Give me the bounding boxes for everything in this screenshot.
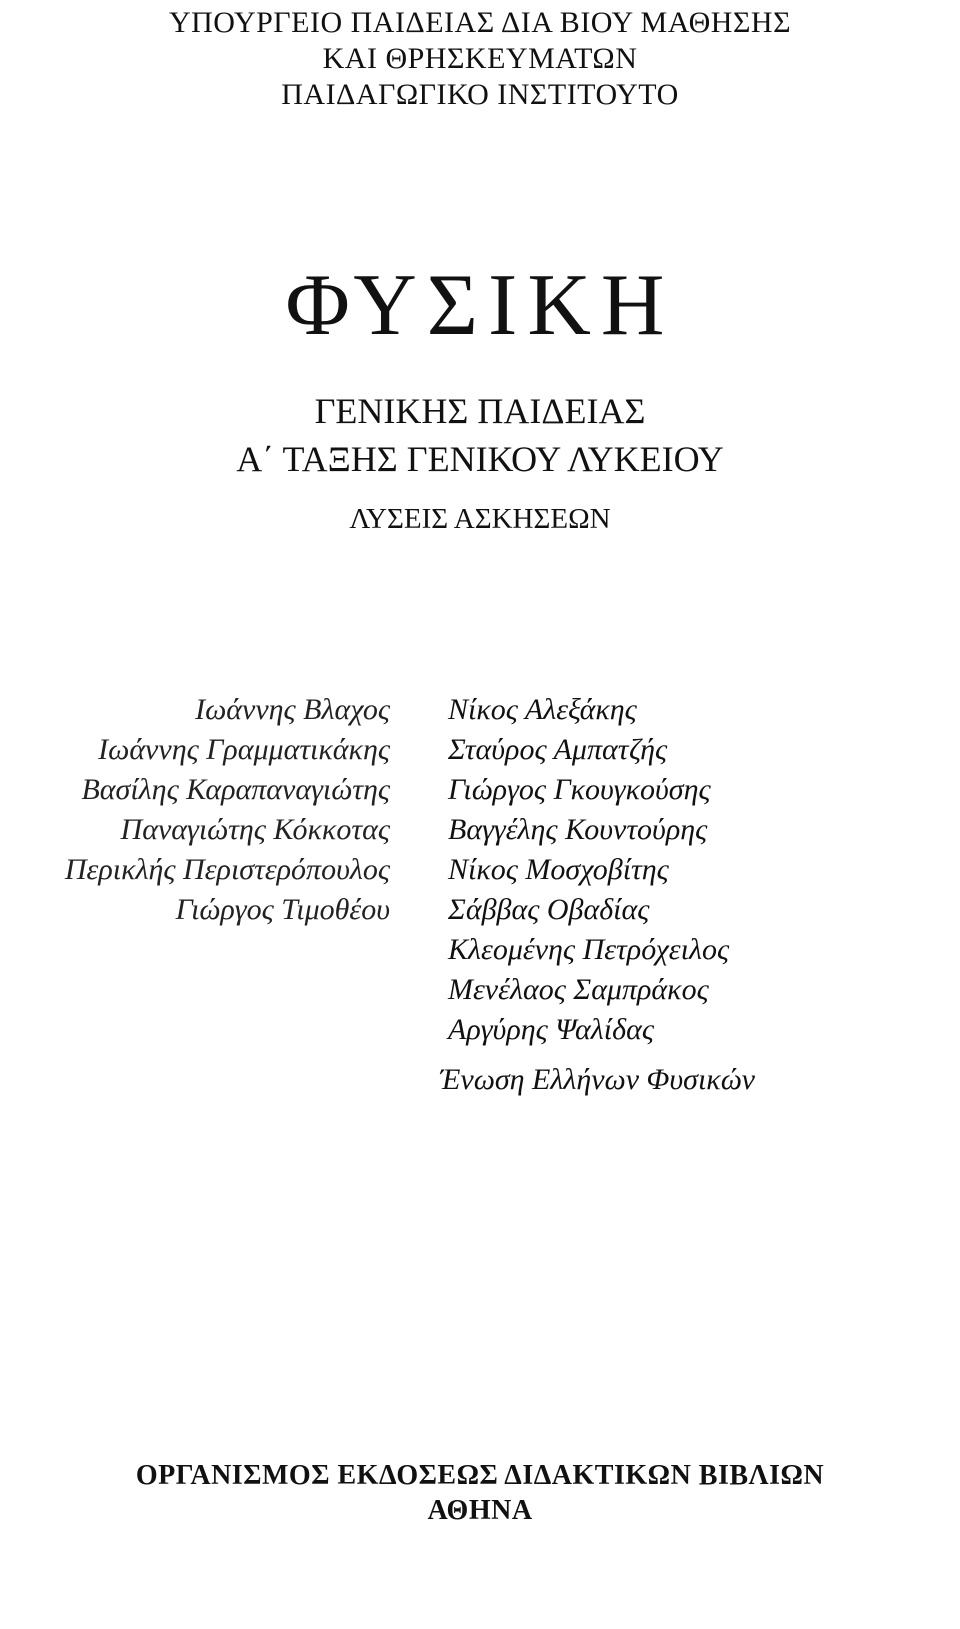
author-name: Γιώργος Τιμοθέου bbox=[175, 893, 390, 926]
author-name: Αργύρης Ψαλίδας bbox=[448, 1013, 654, 1046]
authors-left-column bbox=[0, 690, 390, 930]
author-name: Νίκος Μοσχοβίτης bbox=[448, 853, 669, 886]
subtitle-solutions: ΛΥΣΕΙΣ ΑΣΚΗΣΕΩΝ bbox=[349, 503, 611, 535]
ministry-line-2: ΚΑΙ ΘΡΗΣΚΕΥΜΑΤΩΝ bbox=[322, 42, 638, 75]
author-name: Γιώργος Γκουγκούσης bbox=[448, 773, 711, 806]
author-name: Σταύρος Αμπατζής bbox=[448, 733, 668, 766]
author-name: Μενέλαος Σαμπράκος bbox=[448, 973, 709, 1006]
author-name: Βαγγέλης Κουντούρης bbox=[448, 813, 708, 846]
author-name: Ιωάννης Γραμματικάκης bbox=[98, 733, 390, 766]
author-name: Ιωάννης Βλαχος bbox=[195, 693, 390, 726]
ministry-line-1: ΥΠΟΥΡΓΕΙΟ ΠΑΙΔΕΙΑΣ ΔΙΑ ΒΙΟΥ ΜΑΘΗΣΗΣ bbox=[168, 6, 792, 39]
book-title: ΦΥΣΙΚΗ bbox=[285, 257, 675, 354]
institute-name: ΠΑΙΔΑΓΩΓΙΚΟ ΙΝΣΤΙΤΟΥΤΟ bbox=[281, 78, 679, 111]
publisher-name: ΟΡΓΑΝΙΣΜΟΣ ΕΚΔΟΣΕΩΣ ΔΙΔΑΚΤΙΚΩΝ ΒΙΒΛΙΩΝ bbox=[135, 1460, 825, 1491]
author-name: Κλεομένης Πετρόχειλος bbox=[448, 933, 730, 966]
subtitle-class: Α΄ ΤΑΞΗΣ ΓΕΝΙΚΟΥ ΛΥΚΕΙΟΥ bbox=[236, 439, 724, 479]
author-name: Παναγιώτης Κόκκοτας bbox=[120, 813, 390, 846]
author-name: Βασίλης Καραπαναγιώτης bbox=[81, 773, 390, 806]
publisher-city: ΑΘΗΝΑ bbox=[427, 1495, 533, 1526]
author-name: Σάββας Οβαδίας bbox=[448, 893, 650, 926]
author-name: Περικλής Περιστερόπουλος bbox=[64, 853, 390, 886]
union-of-physicists: Ένωση Ελλήνων Φυσικών bbox=[440, 1063, 755, 1096]
subtitle-general-education: ΓΕΝΙΚΗΣ ΠΑΙΔΕΙΑΣ bbox=[314, 391, 646, 431]
authors-right-column bbox=[448, 690, 928, 1050]
author-name: Νίκος Αλεξάκης bbox=[448, 693, 637, 726]
